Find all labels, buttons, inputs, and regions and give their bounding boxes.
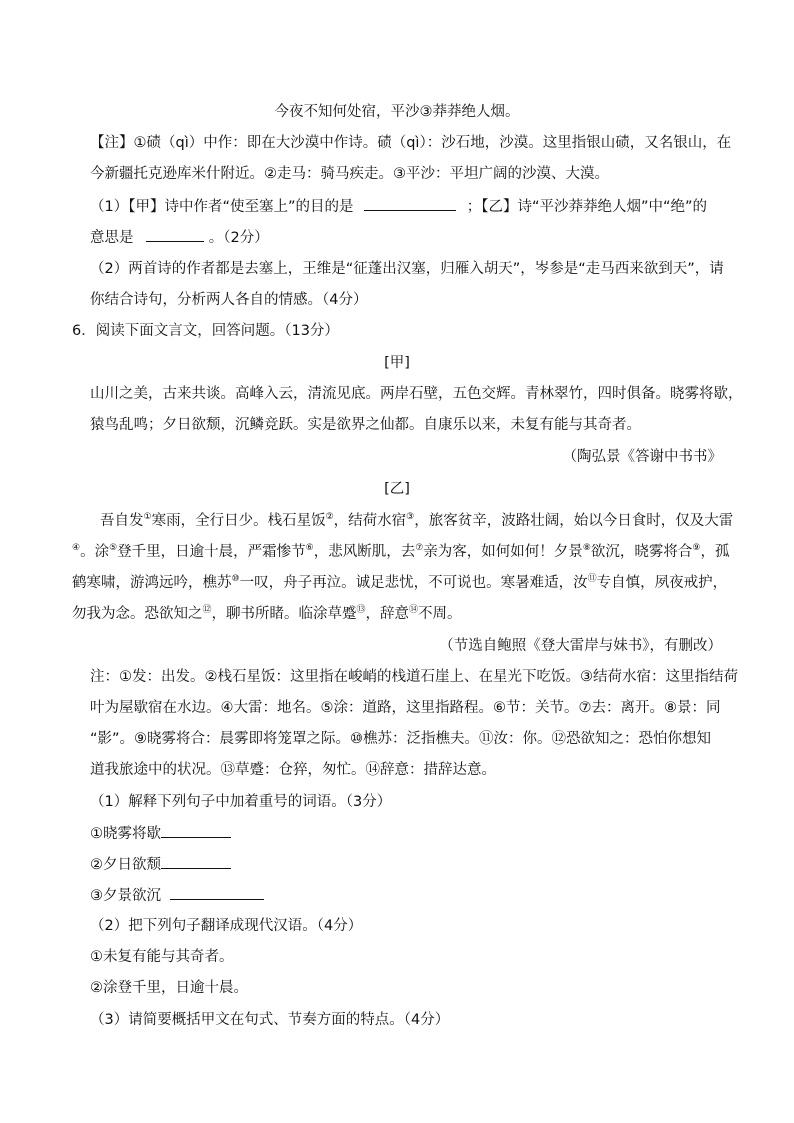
footnote-mark: ④ bbox=[72, 543, 81, 554]
footnote-mark: ⑤ bbox=[109, 543, 118, 554]
footnote-mark: ⑪ bbox=[587, 574, 597, 585]
yi-text: ，悲风断肌，去 bbox=[313, 544, 416, 560]
yi-note-line-3: “影”。⑨晓雾将合：晨雾即将笼罩之际。⑩樵苏：泛指樵夫。⑪汝：你。⑫恐欲知之：恐怕你想知 bbox=[90, 731, 712, 747]
yi-text: ，聊书所睹。临涂草蹙 bbox=[211, 606, 357, 622]
poem-last-line: 今夜不知何处宿，平沙③莽莽绝人烟。 bbox=[274, 104, 520, 120]
question-6-1-item-3 bbox=[90, 885, 264, 906]
poem-note-line-1: 【注】①碛（qì）中作：即在大沙漠中作诗。碛（qì）：沙石地，沙漠。这里指银山碛，又名银山，在 bbox=[90, 135, 732, 151]
yi-text: 亲为客，如何如何！夕景 bbox=[423, 544, 583, 560]
passage-jia-label: [甲] bbox=[384, 355, 410, 371]
footnote-mark: ② bbox=[325, 512, 334, 523]
question-6-3-title: （3）请简要概括甲文在句式、节奏方面的特点。（4分） bbox=[90, 1012, 450, 1028]
yi-text: ，孤 bbox=[700, 544, 730, 560]
footnote-mark: ① bbox=[143, 512, 152, 523]
footnote-mark: ⑥ bbox=[305, 543, 314, 554]
yi-text: 专自慎，夙夜戒护， bbox=[596, 575, 728, 591]
question-5-1-text-d: 。（2分） bbox=[208, 230, 269, 246]
yi-text: 一叹，舟子再泣。诚足悲忧，不可说也。寒暑难适，汝 bbox=[239, 575, 588, 591]
footnote-mark: ⑧ bbox=[582, 543, 591, 554]
yi-text: ，辞意 bbox=[365, 606, 410, 622]
passage-yi-line-2 bbox=[72, 542, 729, 562]
passage-yi-label: [乙] bbox=[384, 481, 410, 497]
yi-text: 。涂 bbox=[80, 544, 110, 560]
question-5-1-text-a: （1）【甲】诗中作者“使至塞上”的目的是 bbox=[90, 199, 354, 215]
yi-text: 登千里，日逾十晨，严霜惨节 bbox=[117, 544, 306, 560]
answer-blank[interactable] bbox=[161, 854, 231, 869]
yi-text: 鹤寒啸，游鸿远吟，樵苏 bbox=[72, 575, 232, 591]
question-5-1-text-b: ；【乙】诗“平沙莽莽绝人烟”中“绝”的 bbox=[466, 199, 708, 215]
question-6-1-item-1 bbox=[90, 823, 231, 844]
yi-note-line-4: 道我旅途中的状况。⑬草蹙：仓猝，匆忙。⑭辞意：措辞达意。 bbox=[90, 762, 496, 778]
yi-text: ，结荷水宿 bbox=[333, 513, 407, 529]
answer-blank[interactable] bbox=[170, 885, 264, 900]
item-text: ①晓雾将歇 bbox=[90, 826, 161, 842]
passage-jia-source: （陶弘景《答谢中书书》 bbox=[562, 449, 722, 465]
yi-text: 寒雨，全行日少。栈石星饭 bbox=[151, 513, 326, 529]
question-6-2-title: （2）把下列句子翻译成现代汉语。（4分） bbox=[90, 918, 363, 934]
item-text: ②夕日欲颓 bbox=[90, 857, 161, 873]
poem-note-line-2: 今新疆托克逊库米什附近。②走马：骑马疾走。③平沙：平坦广阔的沙漠、大漠。 bbox=[90, 166, 609, 182]
answer-blank[interactable] bbox=[146, 227, 204, 242]
footnote-mark: ⑫ bbox=[202, 605, 212, 616]
question-6-1-title: （1）解释下列句子中加着重号的词语。（3分） bbox=[90, 794, 392, 810]
footnote-mark: ⑦ bbox=[415, 543, 424, 554]
footnote-mark: ③ bbox=[406, 512, 415, 523]
passage-yi-line-1 bbox=[100, 511, 733, 531]
yi-text: ，旅客贫辛，波路壮阔，始以今日食时，仅及大雷 bbox=[414, 513, 734, 529]
yi-text: 吾自发 bbox=[100, 513, 144, 529]
question-5-2-line-1: （2）两首诗的作者都是去塞上，王维是“征蓬出汉塞，归雁入胡天”，岑参是“走马西来欲到天”，请 bbox=[90, 261, 724, 277]
question-5-2-line-2: 你结合诗句，分析两人各自的情感。（4分） bbox=[90, 292, 368, 308]
answer-blank[interactable] bbox=[161, 823, 231, 838]
yi-text: 勿我为念。恐欲知之 bbox=[72, 606, 203, 622]
yi-text: 欲沉，晓雾将合 bbox=[590, 544, 693, 560]
yi-note-line-1: 注：①发：出发。②栈石星饭：这里指在峻峭的栈道石崖上、在星光下吃饭。③结荷水宿：这里指结荷 bbox=[90, 669, 738, 685]
passage-jia-line-1: 山川之美，古来共谈。高峰入云，清流见底。两岸石壁，五色交辉。青林翠竹，四时俱备。晓雾将歇， bbox=[90, 386, 743, 402]
passage-jia-line-2: 猿鸟乱鸣；夕日欲颓，沉鳞竞跃。实是欲界之仙都。自康乐以来，未复有能与其奇者。 bbox=[90, 417, 641, 433]
question-6-2-item-1: ①未复有能与其奇者。 bbox=[90, 949, 234, 965]
footnote-mark: ⑭ bbox=[409, 605, 419, 616]
question-6-1-item-2 bbox=[90, 854, 231, 875]
question-6-2-item-2: ②涂登千里，日逾十晨。 bbox=[90, 980, 248, 996]
passage-yi-source: （节选自鲍照《登大雷岸与妹书》，有删改） bbox=[439, 638, 722, 654]
passage-yi-line-4 bbox=[72, 604, 462, 624]
footnote-mark: ⑨ bbox=[692, 543, 701, 554]
question-5-1-text-c: 意思是 bbox=[90, 230, 134, 246]
answer-blank[interactable] bbox=[364, 196, 456, 211]
yi-note-line-2: 叶为屋歇宿在水边。④大雷：地名。⑤涂：道路，这里指路程。⑥节：关节。⑦去：离开。⑧景：同 bbox=[90, 700, 721, 716]
question-6-title: 6．阅读下面文言文，回答问题。（13分） bbox=[72, 323, 339, 339]
yi-text: 不周。 bbox=[418, 606, 462, 622]
item-text: ③夕景欲沉 bbox=[90, 888, 166, 904]
footnote-mark: ⑩ bbox=[231, 574, 240, 585]
question-5-1-line-1 bbox=[90, 196, 707, 217]
footnote-mark: ⑬ bbox=[356, 605, 366, 616]
passage-yi-line-3 bbox=[72, 573, 727, 593]
question-5-1-line-2 bbox=[90, 227, 269, 248]
